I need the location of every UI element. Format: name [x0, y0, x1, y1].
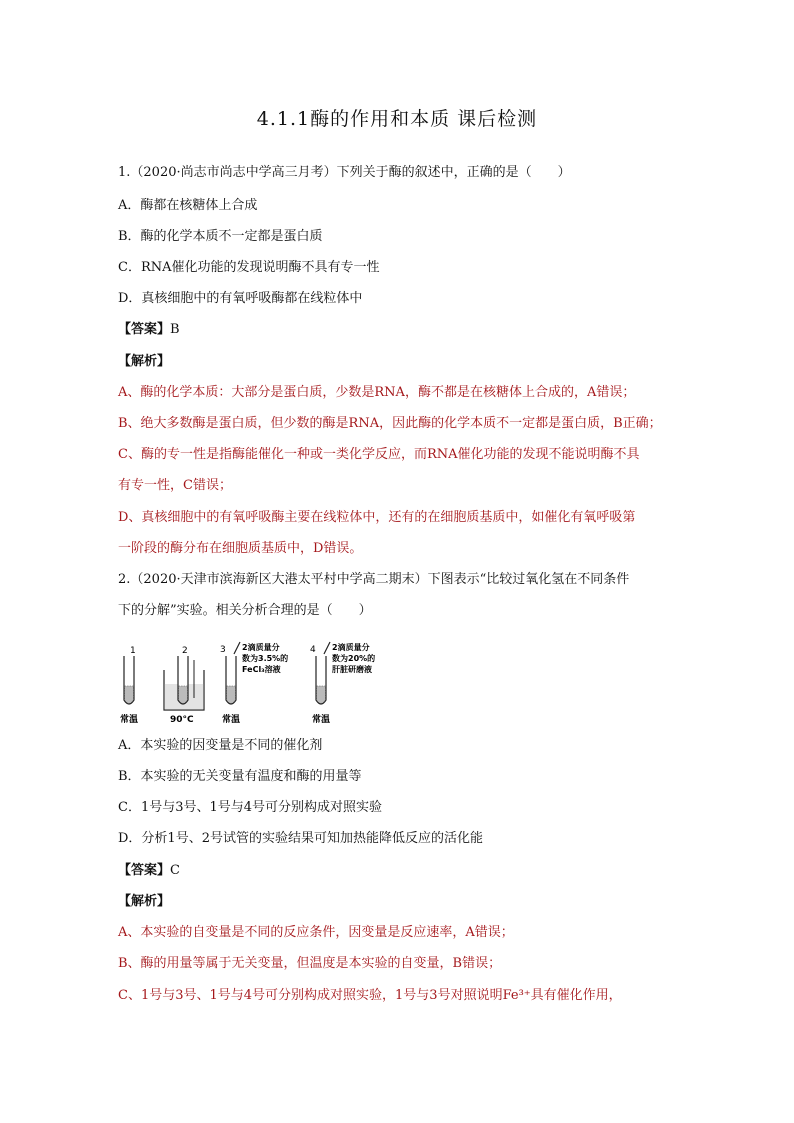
tube-condition: 90°C [170, 715, 194, 725]
question-1-analysis-line: 一阶段的酶分布在细胞质基质中，D错误。 [118, 541, 363, 556]
question-1-option-b: B．酶的化学本质不一定都是蛋白质 [118, 229, 323, 244]
question-2-answer [118, 861, 180, 881]
test-tube-4 [310, 642, 375, 725]
tube-number: 1 [130, 646, 136, 656]
question-2-option-a: A．本实验的因变量是不同的催化剂 [118, 738, 323, 753]
question-1-option-c: C．RNA催化功能的发现说明酶不具有专一性 [118, 260, 380, 275]
question-2-stem: 2.（2020·天津市滨海新区大港太平村中学高二期末）下图表示“比较过氧化氢在不同条件 [118, 572, 630, 587]
answer-value: B [170, 322, 180, 337]
page-title: 4.1.1酶的作用和本质 课后检测 [256, 108, 538, 130]
experiment-figure [118, 638, 408, 728]
question-1-stem: 1.（2020·尚志市尚志中学高三月考）下列关于酶的叙述中，正确的是（ ） [118, 165, 571, 180]
tube-4-note-line: 2滴质量分 [332, 643, 370, 652]
question-1-analysis-line: C、酶的专一性是指酶能催化一种或一类化学反应，而RNA催化功能的发现不能说明酶不具 [118, 447, 640, 462]
tube-4-note-line: 肝脏研磨液 [332, 665, 372, 674]
tube-condition: 常温 [120, 715, 139, 725]
tube-3-note-line: 数为3.5%的 [242, 654, 289, 663]
question-2-option-b: B．本实验的无关变量有温度和酶的用量等 [118, 769, 362, 784]
tube-number: 2 [182, 646, 188, 656]
question-2-analysis-line: B、酶的用量等属于无关变量，但温度是本实验的自变量，B错误； [118, 956, 502, 971]
tube-3-note-line: 2滴质量分 [242, 643, 280, 652]
test-tube-1 [120, 646, 139, 725]
question-2-stem: 下的分解”实验。相关分析合理的是（ ） [118, 603, 372, 618]
answer-label: 【答案】 [118, 322, 171, 337]
question-2-analysis-line: A、本实验的自变量是不同的反应条件，因变量是反应速率，A错误； [118, 925, 514, 940]
tube-condition: 常温 [312, 715, 331, 725]
question-1-option-d: D．真核细胞中的有氧呼吸酶都在线粒体中 [118, 291, 363, 306]
question-2-analysis-line: C、1号与3号、1号与4号可分别构成对照实验，1号与3号对照说明Fe³⁺具有催化作用， [118, 988, 622, 1003]
answer-label: 【答案】 [118, 863, 171, 878]
tube-number: 3 [220, 645, 226, 655]
test-tube-3 [220, 642, 288, 725]
question-1-analysis-line: A、酶的化学本质：大部分是蛋白质，少数是RNA，酶不都是在核糖体上合成的，A错误； [118, 385, 636, 400]
question-1-option-a: A．酶都在核糖体上合成 [118, 198, 258, 213]
question-1-analysis-label: 【解析】 [118, 354, 171, 369]
question-2-option-c: C．1号与3号、1号与4号可分别构成对照实验 [118, 800, 383, 815]
test-tube-2 [164, 646, 204, 725]
question-1-analysis-line: B、绝大多数酶是蛋白质，但少数的酶是RNA，因此酶的化学本质不一定都是蛋白质，B正确； [118, 416, 662, 431]
question-2-analysis-label: 【解析】 [118, 894, 171, 909]
tube-3-note-line: FeCl₃溶液 [242, 665, 281, 674]
question-1-answer [118, 320, 180, 340]
tube-4-note-line: 数为20%的 [332, 654, 376, 663]
question-2-option-d: D．分析1号、2号试管的实验结果可知加热能降低反应的活化能 [118, 831, 483, 846]
answer-value: C [170, 863, 180, 878]
question-1-analysis-line: D、真核细胞中的有氧呼吸酶主要在线粒体中，还有的在细胞质基质中，如催化有氧呼吸第 [118, 510, 636, 525]
tube-number: 4 [310, 645, 316, 655]
tube-condition: 常温 [222, 715, 241, 725]
question-1-analysis-line: 有专一性，C错误； [118, 478, 232, 493]
